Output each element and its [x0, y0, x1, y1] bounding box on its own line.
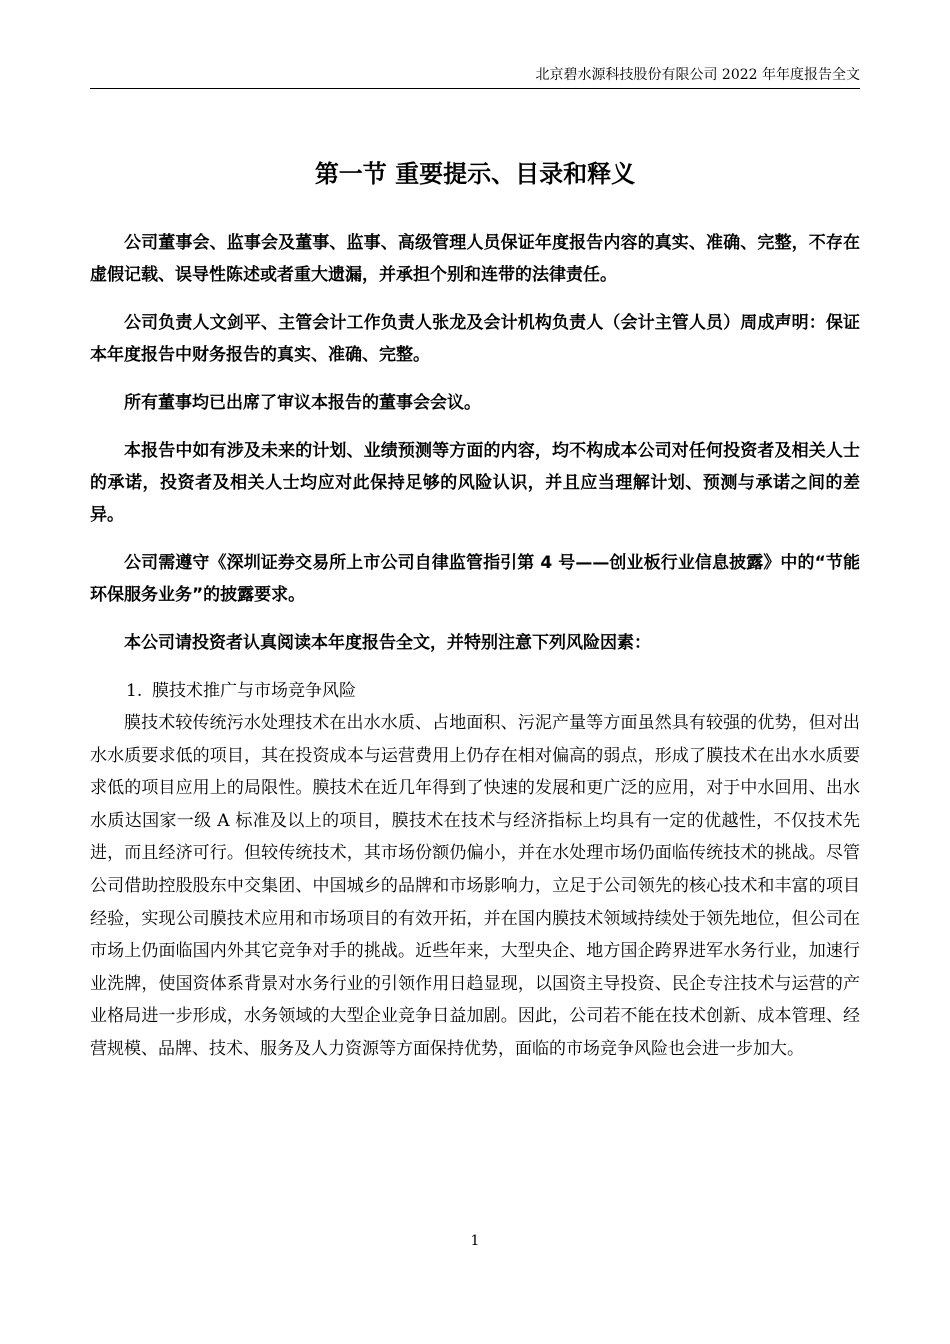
- header-divider: [90, 88, 860, 89]
- risk-item-body: 膜技术较传统污水处理技术在出水水质、占地面积、污泥产量等方面虽然具有较强的优势，但对出水水质要求低的项目，其在投资成本与运营费用上仍存在相对偏高的弱点，形成了膜技术在出水水质要求低的项目应用上的局限性。膜技术在近几年得到了快速的发展和更广泛的应用，对于中水回用、出水水质达国家一级 A 标准及以上的项目，膜技术在技术与经济指标上均具有一定的优越性，不仅技术先进，而且经济可行。但较传统技术，其市场份额仍偏小，并在水处理市场仍面临传统技术的挑战。尽管公司借助控股股东中交集团、中国城乡的品牌和市场影响力，立足于公司领先的核心技术和丰富的项目经验，实现公司膜技术应用和市场项目的有效开拓，并在国内膜技术领域持续处于领先地位，但公司在市场上仍面临国内外其它竞争对手的挑战。近些年来，大型央企、地方国企跨界进军水务行业，加速行业洗牌，使国资体系背景对水务行业的引领作用日趋显现，以国资主导投资、民企专注技术与运营的产业格局进一步形成，水务领域的大型企业竞争日益加剧。因此，公司若不能在技术创新、成本管理、经营规模、品牌、技术、服务及人力资源等方面保持优势，面临的市场竞争风险也会进一步加大。: [90, 713, 860, 1059]
- notice-paragraph: 本报告中如有涉及未来的计划、业绩预测等方面的内容，均不构成本公司对任何投资者及相关人士的承诺，投资者及相关人士均应对此保持足够的风险认识，并且应当理解计划、预测与承诺之间的差异。: [90, 441, 860, 525]
- risk-item-heading: [90, 675, 860, 707]
- notice-paragraph: 所有董事均已出席了审议本报告的董事会会议。: [124, 393, 481, 413]
- page-number: 1: [470, 1233, 480, 1249]
- risk-item-title: 膜技术推广与市场竞争风险: [152, 681, 356, 701]
- document-body: [90, 227, 860, 1066]
- page-header-title: 北京碧水源科技股份有限公司 2022 年年度报告全文: [535, 67, 860, 83]
- notice-paragraph: 本公司请投资者认真阅读本年度报告全文，并特别注意下列风险因素：: [124, 633, 651, 653]
- notice-paragraph: 公司董事会、监事会及董事、监事、高级管理人员保证年度报告内容的真实、准确、完整，不存在虚假记载、误导性陈述或者重大遗漏，并承担个别和连带的法律责任。: [90, 233, 860, 285]
- notice-paragraph: 公司负责人文剑平、主管会计工作负责人张龙及会计机构负责人（会计主管人员）周成声明：保证本年度报告中财务报告的真实、准确、完整。: [90, 313, 860, 365]
- notice-paragraph: 公司需遵守《深圳证券交易所上市公司自律监管指引第 4 号——创业板行业信息披露》中的“节能环保服务业务”的披露要求。: [90, 553, 860, 605]
- section-title: 第一节 重要提示、目录和释义: [314, 160, 636, 188]
- risk-item-number: 1.: [126, 681, 143, 701]
